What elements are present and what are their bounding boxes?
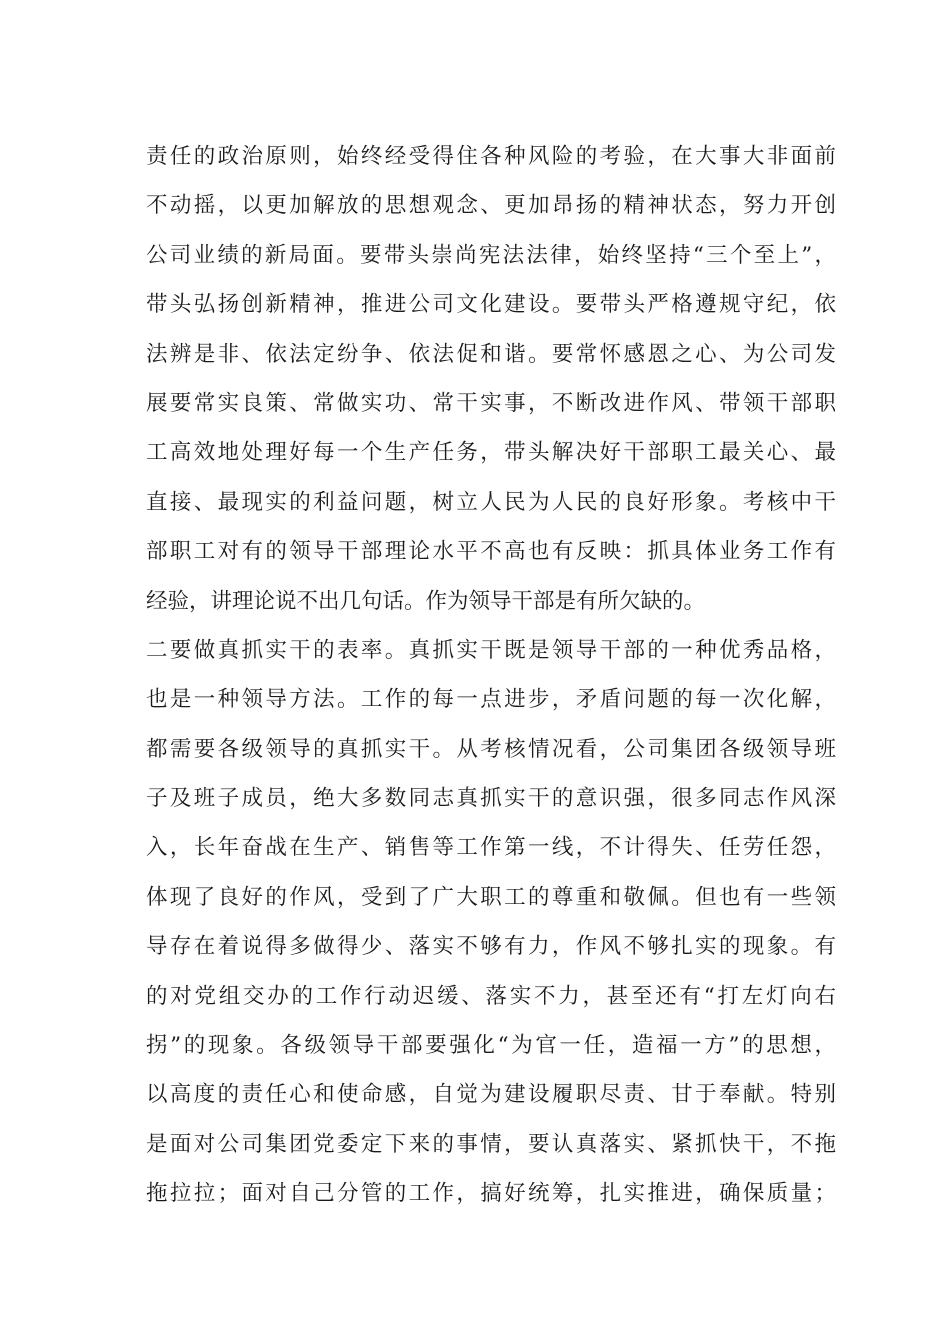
text-line: 部职工对有的领导干部理论水平不高也有反映：抓具体业务工作有 — [146, 539, 836, 565]
text-line: 带头弘扬创新精神，推进公司文化建设。要带头严格遵规守纪，依 — [146, 292, 836, 318]
text-line: 直接、最现实的利益问题，树立人民为人民的良好形象。考核中干 — [146, 489, 836, 515]
text-line: 经验，讲理论说不出几句话。作为领导干部是有所欠缺的。 — [146, 588, 706, 614]
text-line: 是面对公司集团党委定下来的事情，要认真落实、紧抓快干，不拖 — [146, 1131, 836, 1157]
text-line: 导存在着说得多做得少、落实不够有力，作风不够扎实的现象。有 — [146, 934, 836, 960]
text-line: 法辨是非、依法定纷争、依法促和谐。要常怀感恩之心、为公司发 — [146, 341, 836, 367]
text-line: 工高效地处理好每一个生产任务，带头解决好干部职工最关心、最 — [146, 440, 836, 466]
text-line: 拖拉拉；面对自己分管的工作，搞好统筹，扎实推进，确保质量； — [146, 1181, 836, 1207]
body-text — [146, 132, 836, 1219]
text-line: 责任的政治原则，始终经受得住各种风险的考验，在大事大非面前 — [146, 144, 836, 169]
text-line: 拐”的现象。各级领导干部要强化“为官一任，造福一方”的思想， — [146, 1033, 836, 1059]
text-line: 展要常实良策、常做实功、常干实事，不断改进作风、带领干部职 — [146, 390, 836, 416]
text-line: 不动摇，以更加解放的思想观念、更加昂扬的精神状态，努力开创 — [146, 193, 836, 219]
text-line: 子及班子成员，绝大多数同志真抓实干的意识强，很多同志作风深 — [146, 786, 836, 812]
text-line: 二要做真抓实干的表率。真抓实干既是领导干部的一种优秀品格， — [146, 637, 836, 663]
text-line: 的对党组交办的工作行动迟缓、落实不力，甚至还有“打左灯向右 — [146, 983, 836, 1009]
text-line: 入，长年奋战在生产、销售等工作第一线，不计得失、任劳任怨， — [146, 835, 836, 861]
text-line: 都需要各级领导的真抓实干。从考核情况看，公司集团各级领导班 — [146, 736, 836, 762]
text-line: 以高度的责任心和使命感，自觉为建设履职尽责、甘于奉献。特别 — [146, 1082, 836, 1108]
text-line: 公司业绩的新局面。要带头崇尚宪法法律，始终坚持“三个至上”， — [146, 242, 836, 268]
text-line: 也是一种领导方法。工作的每一点进步，矛盾问题的每一次化解， — [146, 687, 836, 713]
text-line: 体现了良好的作风，受到了广大职工的尊重和敬佩。但也有一些领 — [146, 884, 836, 910]
